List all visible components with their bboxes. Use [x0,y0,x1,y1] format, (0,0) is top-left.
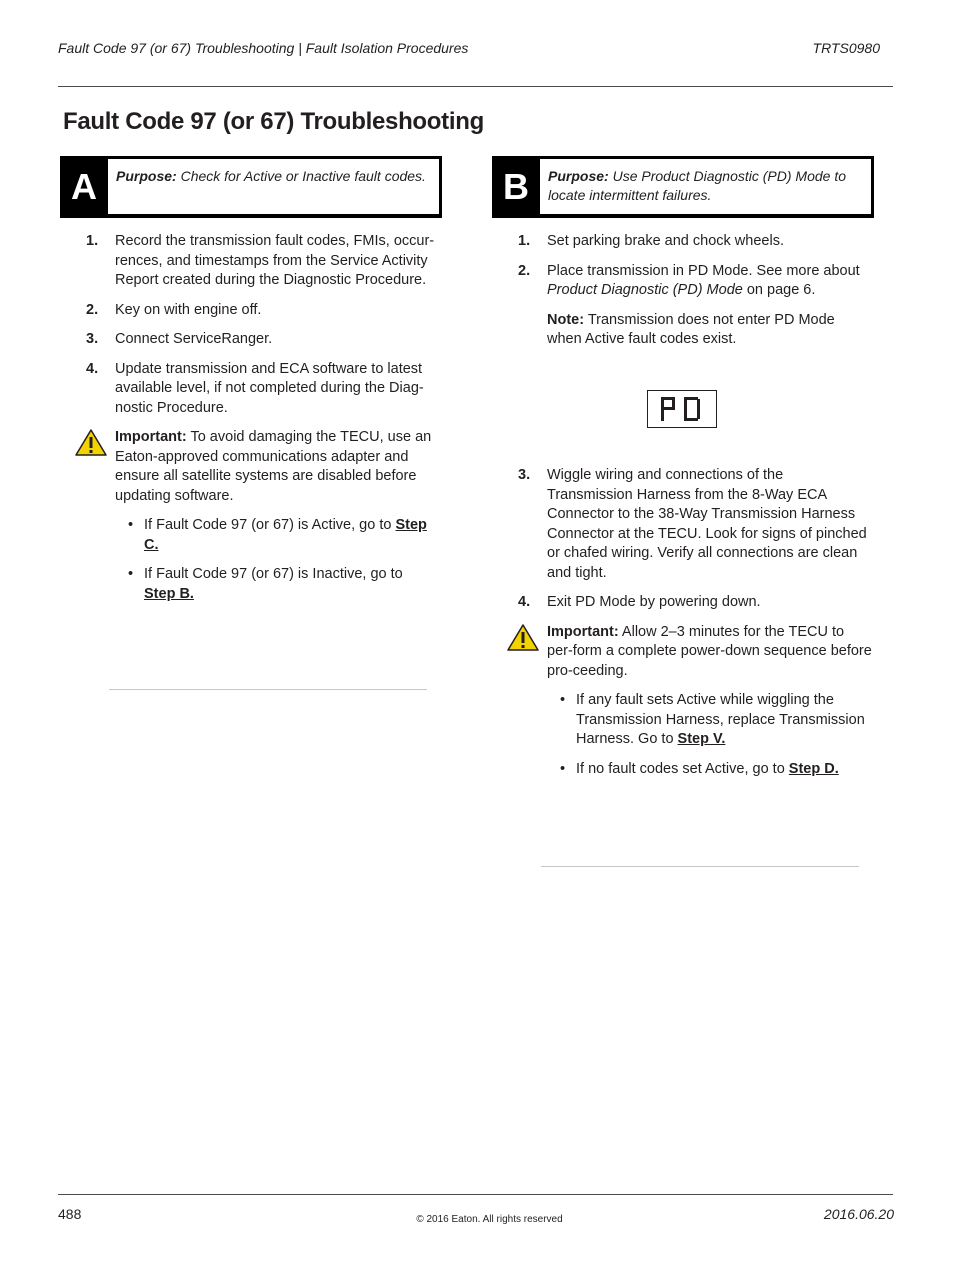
item-text: Exit PD Mode by powering down. [547,594,761,610]
list-item [58,360,438,419]
step-b-letter: B [503,166,529,207]
important-notice [490,623,872,682]
item-text: Connect ServiceRanger. [115,331,273,347]
item-text: Wiggle wiring and connections of the Transmission Harness from the 8-Way ECA Connector to the 38-Way Transmission Harness Connector at the TECU. Look for signs of pinched or chafed wiring. Verify all connections are clean and tight. [547,467,867,581]
step-a-letter: A [71,166,97,207]
item-number: 1. [86,233,99,249]
item-number: 3. [518,467,531,483]
important-text: Allow 2–3 minutes for the TECU to per-form a complete power-down sequence before pro-ceeding. [547,623,872,679]
pd-display-icon [658,395,706,423]
bullet-icon: • [560,692,566,708]
important-label: Important: [115,429,187,445]
document-number: TRTS0980 [812,40,880,56]
item-text: Key on with engine off. [115,301,262,318]
purpose-text: Use Product Diagnostic (PD) Mode to locate intermittent failures. [548,168,847,203]
item-text: Record the transmission fault codes, FMIs, occur-rences, and timestamps from the Service Activity Report created during the Diagnostic Procedure. [115,233,435,288]
bullet-text: If any fault sets Active while wiggling the Transmission Harness, replace Transmission Harness. Go to [576,692,865,747]
item-number: 1. [518,233,531,249]
purpose-text: Check for Active or Inactive fault codes. [180,168,426,184]
page-title: Fault Code 97 (or 67) Troubleshooting [63,108,484,135]
bullet-text: If Fault Code 97 (or 67) is Inactive, go to [144,566,403,582]
step-b-purpose [540,159,871,214]
list-item [58,301,438,321]
item-number: 4. [518,594,531,610]
list-item [490,760,872,780]
important-notice [58,428,438,506]
item-text: Update transmission and ECA software to latest available level, if not completed during the Diag-nostic Procedure. [115,360,424,416]
step-d-link[interactable]: Step D. [788,760,839,777]
pd-mode-reference: Product Diagnostic (PD) Mode [547,282,743,298]
list-item [58,565,438,604]
item-number: 2. [86,301,99,318]
bullet-icon: • [560,760,566,777]
step-v-link[interactable]: Step V. [677,731,726,747]
step-b-column-top [490,232,872,360]
item-text: Place transmission in PD Mode. See more about [547,262,860,279]
list-item [58,232,438,291]
list-item [490,691,872,750]
step-c-link[interactable]: Step C. [144,517,427,553]
item-number: 4. [86,360,99,377]
step-a-purpose [108,159,439,214]
running-header-title: Fault Code 97 (or 67) Troubleshooting | Fault Isolation Procedures [58,40,469,56]
list-item [58,516,438,555]
important-text: To avoid damaging the TECU, use an Eaton-approved communications adapter and ensure all satellite systems are disabled before updating software. [115,429,432,504]
purpose-label: Purpose: [548,168,609,184]
step-b-link[interactable]: Step B. [144,585,194,602]
list-item [490,232,872,252]
revision-date: 2016.06.20 [823,1206,894,1222]
section-divider [541,866,859,867]
note-text: Transmission does not enter PD Mode when Active fault codes exist. [547,311,835,347]
bullet-text: If Fault Code 97 (or 67) is Active, go to [144,517,396,533]
page-number: 488 [58,1206,82,1222]
item-text: Set parking brake and chock wheels. [547,233,784,249]
step-b-column-bottom [490,466,872,789]
list-item [490,593,872,613]
step-a-box [60,156,442,218]
bullet-text: If no fault codes set Active, go to [576,760,789,777]
list-item [58,330,438,350]
note [490,311,872,350]
footer-rule [58,1194,893,1195]
item-text-after: on page 6. [742,282,816,298]
header-rule [58,86,893,87]
important-label: Important: [547,623,619,640]
copyright: © 2016 Eaton. All rights reserved [416,1214,563,1225]
section-divider [109,689,427,690]
item-number: 2. [518,262,531,279]
purpose-label: Purpose: [116,168,177,184]
list-item [490,262,872,301]
warning-icon [75,428,107,463]
pd-display [647,390,717,428]
bullet-icon: • [128,517,134,533]
warning-icon [507,623,539,658]
step-b-box [492,156,874,218]
list-item [490,466,872,583]
step-a-column [58,232,438,614]
bullet-icon: • [128,566,134,582]
item-number: 3. [86,331,99,347]
note-label: Note: [547,311,585,328]
